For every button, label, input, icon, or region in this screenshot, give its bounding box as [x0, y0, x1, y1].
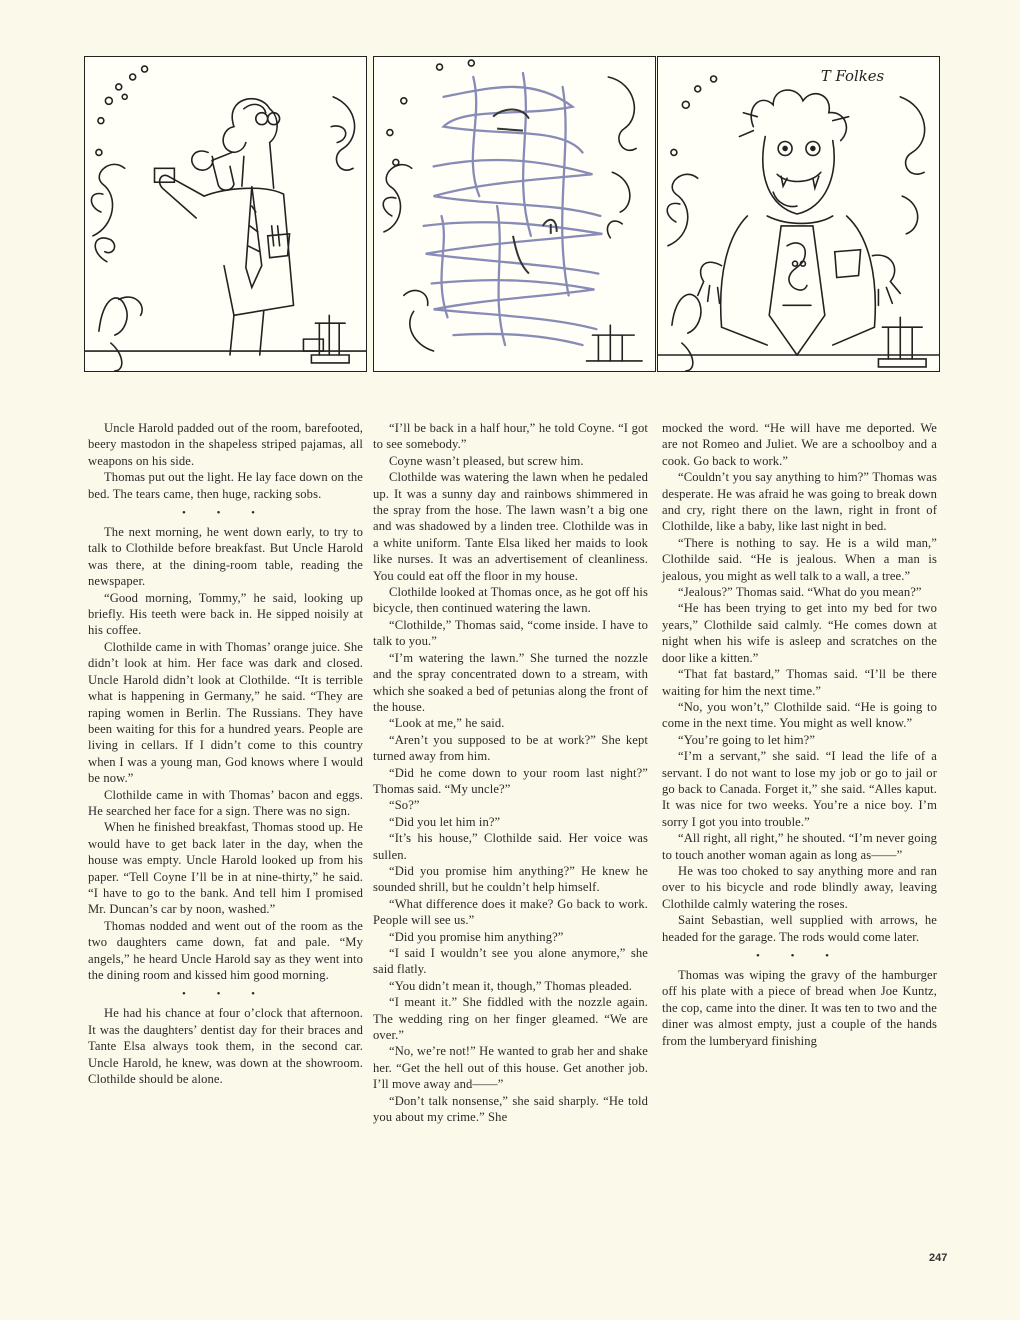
paragraph: Coyne wasn’t pleased, but screw him. [389, 453, 584, 468]
paragraph: “I’ll be back in a half hour,” he told Coyne. “I got to see somebody.” [373, 421, 648, 452]
paragraph: “You’re going to let him?” [678, 732, 816, 747]
paragraph: Clothilde looked at Thomas once, as he got off his bicycle, then continued watering the lawn. [373, 585, 648, 616]
paragraph: The next morning, he went down early, to try to talk to Clothilde before breakfast. But Uncle Harold was there, at the dining-room table, reading the newspaper. [88, 525, 363, 589]
paragraph: Clothilde came in with Thomas’ bacon and eggs. He searched her face for a sign. There was no sign. [88, 787, 363, 818]
paragraph: He was too choked to say anything more and ran over to his bicycle and rode blindly away, leaving Clothilde calmly watering the roses. [662, 863, 937, 911]
paragraph: When he finished breakfast, Thomas stood up. He would have to get back later in the day, when the house was empty. Uncle Harold looked up from his paper. “Tell Coyne I’ll be in at nine-thirty,” he said. “I have to go to the bank. And tell him I promised Mr. Duncan’s car by noon, washed.” [88, 820, 363, 917]
paragraph: “Aren’t you supposed to be at work?” She kept turned away from him. [373, 732, 648, 764]
paragraph: “I’m a servant,” she said. “I lead the life of a servant. I do not want to lose my job or go to jail or go back to Canada. Forget it,” she said. “Alles kaput. It was nice for two weeks. You’re a nice boy. I’m sorry I got you into trouble.” [662, 749, 937, 829]
paragraph: “So?” [389, 798, 420, 813]
paragraph: “It’s his house,” Clothilde said. Her voice was sullen. [373, 831, 648, 862]
paragraph: “There is nothing to say. He is a wild man,” Clothilde said. “He is jealous. When a man is jealous, you might as well talk to a wall, a tree.” [662, 535, 937, 583]
monster-scientist-drawing [658, 57, 939, 371]
paragraph: “No, you won’t,” Clothilde said. “He is going to come in the next time. You might as well know.” [662, 699, 937, 731]
paragraph: “Did you promise him anything?” [389, 929, 564, 944]
illustration-strip [84, 56, 948, 372]
paragraph: “Did he come down to your room last night?” Thomas said. “My uncle?” [373, 765, 648, 796]
paragraph: “I’m watering the lawn.” She turned the nozzle and the spray concentrated down to a stream, with which she soaked a bed of petunias along the front of the house. [373, 650, 648, 714]
section-break: • • • [181, 507, 270, 520]
paragraph: “All right, all right,” he shouted. “I’m never going to touch another woman again as long as——” [662, 831, 937, 862]
paragraph: “Don’t talk nonsense,” she said sharply. “He told you about my crime.” She [373, 1093, 648, 1125]
illustration-panel-1 [84, 56, 367, 372]
paragraph: “Jealous?” Thomas said. “What do you mean?” [678, 585, 922, 600]
paragraph: Clothilde came in with Thomas’ orange juice. She didn’t look at him. Her face was dark and closed. Uncle Harold didn’t look at Clothilde. “It is terrible what is happening in Germany,” he said. “They are raping women in Berlin. The Russians. They have been waiting for this for a hundred years. People are living in cellars. If I didn’t come to this country when I was a young man, God knows where I would be now.” [88, 639, 363, 786]
paragraph: “Clothilde,” Thomas said, “come inside. I have to talk to you.” [373, 617, 648, 649]
section-break: • • • [181, 988, 270, 1001]
article-body [84, 420, 948, 1270]
illustration-panel-3 [657, 56, 940, 372]
paragraph: He had his chance at four o’clock that afternoon. It was the daughters’ dentist day for their braces and Tante Elsa always took them, in the second car. Uncle Harold, he knew, was down at the showroom. Clothilde should be alone. [88, 1006, 363, 1087]
paragraph: “You didn’t mean it, though,” Thomas pleaded. [389, 978, 633, 993]
paragraph: “That fat bastard,” Thomas said. “I’ll be there waiting for him the next time.” [662, 667, 937, 698]
paragraph: “What difference does it make? Go back to work. People will see us.” [373, 896, 648, 928]
paragraph: “Good morning, Tommy,” he said, looking up briefly. His teeth were back in. He sipped noisily at his coffee. [88, 590, 363, 638]
paragraph: Saint Sebastian, well supplied with arrows, he headed for the garage. The rods would come later. [662, 913, 937, 944]
paragraph: “I said I wouldn’t see you alone anymore,” she said flatly. [373, 946, 648, 977]
paragraph: Thomas put out the light. He lay face down on the bed. The tears came, then huge, racking sobs. [88, 470, 363, 501]
text-column-2 [373, 420, 648, 1125]
text-column-3 [662, 420, 937, 1049]
section-break: • • • [755, 950, 844, 962]
paragraph: mocked the word. “He will have me deported. We are not Romeo and Juliet. We are a schoolboy and a cook. Go back to work.” [662, 421, 937, 468]
scientist-smoking-drawing [85, 57, 366, 371]
paragraph: Uncle Harold padded out of the room, barefooted, beery mastodon in the shapeless striped pajamas, all weapons on his side. [88, 421, 363, 468]
page-number: 247 [929, 1252, 948, 1264]
paragraph: “Look at me,” he said. [389, 716, 505, 731]
paragraph: “No, we’re not!” He wanted to grab her and shake her. “Get the hell out of this house. Get another job. I’ll move away and——” [373, 1044, 648, 1092]
paragraph: Clothilde was watering the lawn when he pedaled up. It was a sunny day and rainbows shimmered in the spray from the hose. The lawn wasn’t a big one and was shadowed by a linden tree. Clothilde was in a white uniform. Tante Elsa liked her maids to look like nurses. It was an advertisement of cleanliness. You could eat off the floor in my house. [373, 470, 648, 583]
paragraph: “Couldn’t you say anything to him?” Thomas was desperate. He was afraid he was going to break down and cry, right there on the lawn, right in front of Clothilde, like a baby, like last night in bed. [662, 470, 937, 534]
paragraph: Thomas nodded and went out of the room as the two daughters came down, fat and pale. “My angels,” he heard Uncle Harold say as they went into the dining room and kissed him good morning. [88, 918, 363, 982]
paragraph: Thomas was wiping the gravy of the hamburger off his plate with a piece of bread when Joe Kuntz, the cop, came into the diner. It was ten to two and the diner was almost empty, just a couple of the hands from the lumberyard finishing [662, 968, 937, 1048]
text-column-1 [88, 420, 363, 1087]
illustration-panel-2 [373, 56, 656, 372]
paragraph: “He has been trying to get into my bed for two years,” Clothilde said calmly. “He comes down at night when his wife is asleep and scratches on the door like a kitten.” [662, 601, 937, 665]
artist-signature: T Folkes [820, 66, 885, 85]
paragraph: “Did you let him in?” [389, 814, 501, 829]
paragraph: “Did you promise him anything?” He knew he sounded shrill, but he couldn’t help himself. [373, 863, 648, 895]
transformation-scribble-drawing [374, 57, 655, 371]
paragraph: “I meant it.” She fiddled with the nozzle again. The wedding ring on her finger gleamed. “We are over.” [373, 995, 648, 1043]
